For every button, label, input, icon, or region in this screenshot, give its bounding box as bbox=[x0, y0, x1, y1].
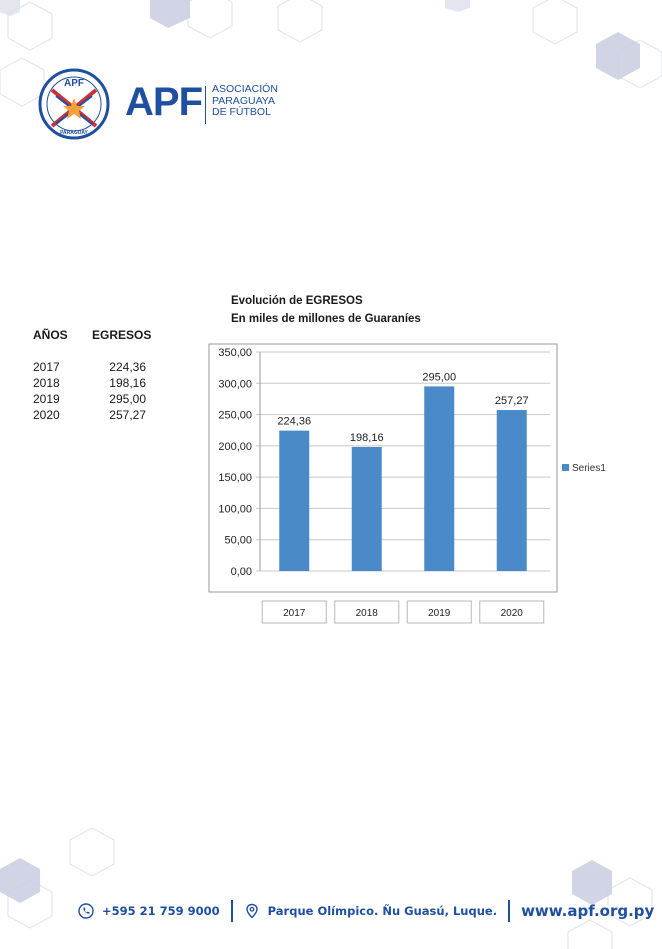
data-label: 295,00 bbox=[422, 371, 457, 384]
bar bbox=[497, 410, 527, 571]
y-tick-label: 50,00 bbox=[224, 534, 252, 547]
bar bbox=[424, 386, 454, 571]
logo-org-name bbox=[212, 84, 292, 119]
y-tick-label: 250,00 bbox=[218, 409, 252, 422]
org-line-2: PARAGUAYA bbox=[212, 94, 276, 107]
table-row-value: 257,27 bbox=[109, 408, 146, 422]
table-header-year: AÑOS bbox=[33, 328, 68, 342]
phone-icon bbox=[78, 903, 94, 919]
x-tick-label: 2017 bbox=[283, 608, 306, 619]
bar bbox=[279, 431, 309, 571]
data-label: 224,36 bbox=[277, 415, 312, 428]
location-pin-icon bbox=[244, 903, 260, 919]
y-tick-label: 150,00 bbox=[218, 472, 252, 485]
y-tick-label: 0,00 bbox=[230, 566, 252, 578]
x-tick-label: 2018 bbox=[355, 608, 378, 619]
x-tick-label: 2020 bbox=[500, 608, 523, 619]
table-row-value: 224,36 bbox=[109, 360, 146, 374]
bar bbox=[352, 447, 382, 571]
x-tick-label: 2019 bbox=[428, 608, 451, 619]
y-tick-label: 100,00 bbox=[218, 503, 252, 516]
bar-chart bbox=[200, 340, 606, 630]
footer-separator bbox=[508, 900, 510, 922]
chart-subtitle: En miles de millones de Guaraníes bbox=[231, 313, 421, 325]
table-row-value: 295,00 bbox=[109, 392, 146, 406]
table-row-value: 198,16 bbox=[109, 376, 146, 390]
emblem-text: APF bbox=[64, 78, 84, 89]
footer-address: Parque Olímpico. Ñu Guasú, Luque. bbox=[267, 904, 498, 918]
y-tick-label: 200,00 bbox=[218, 440, 252, 453]
data-label: 257,27 bbox=[494, 395, 529, 408]
logo-abbrev: APF bbox=[125, 80, 202, 124]
data-label: 198,16 bbox=[349, 432, 384, 445]
table-row-year: 2018 bbox=[33, 376, 60, 390]
logo-divider bbox=[205, 86, 206, 124]
footer-contact bbox=[78, 899, 654, 923]
chart-title: Evolución de EGRESOS bbox=[231, 295, 363, 307]
org-line-1: ASOCIACIÓN bbox=[212, 83, 278, 95]
legend-label: Series1 bbox=[572, 463, 606, 474]
table-row-year: 2019 bbox=[33, 392, 60, 406]
footer-website-link[interactable]: www.apf.org.py bbox=[521, 902, 655, 920]
y-tick-label: 300,00 bbox=[218, 378, 252, 391]
y-tick-label: 350,00 bbox=[218, 347, 252, 359]
table-header-egresos: EGRESOS bbox=[92, 328, 152, 342]
table-row-year: 2017 bbox=[33, 360, 60, 374]
emblem-bottom-text: PARAGUAY bbox=[60, 130, 88, 136]
org-line-3: DE FÚTBOL bbox=[212, 106, 271, 118]
apf-emblem-logo bbox=[38, 68, 110, 140]
footer-separator bbox=[231, 900, 233, 922]
table-row-year: 2020 bbox=[33, 408, 60, 422]
footer-phone[interactable]: +595 21 759 9000 bbox=[102, 904, 220, 918]
legend-swatch bbox=[562, 464, 569, 471]
